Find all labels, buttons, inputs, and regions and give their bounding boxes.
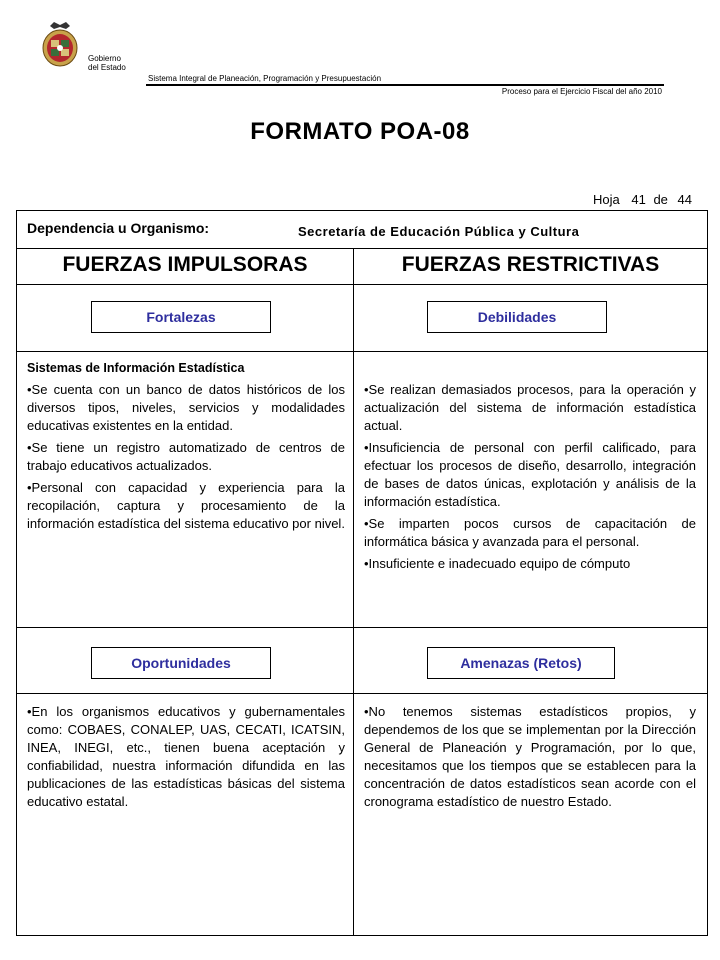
row-divider xyxy=(17,351,707,352)
threats-header: Amenazas (Retos) xyxy=(427,647,615,679)
forces-header-row xyxy=(17,249,707,285)
list-item: •Se cuenta con un banco de datos históricos de los diversos tipos, niveles, servicios y modalidades educativas existentes en la entidad. xyxy=(27,382,345,433)
list-item: •Insuficiencia de personal con perfil calificado, para efectuar los procesos de diseño, desarrollo, integración de bases de datos únicas, explotación y análisis de la información estadística. xyxy=(364,440,696,509)
list-item: •Insuficiente e inadecuado equipo de cómputo xyxy=(364,556,631,571)
opportunities-cell xyxy=(27,703,345,815)
list-item: •Se realizan demasiados procesos, para la operación y actualización del sistema de información estadística actual. xyxy=(364,382,696,433)
dependency-value: Secretaría de Educación Pública y Cultura xyxy=(298,224,580,239)
state-seal-icon xyxy=(36,20,84,68)
row-divider xyxy=(17,627,707,628)
list-item: •No tenemos sistemas estadísticos propios, y dependemos de los que se implementan por la Dirección General de Planeación y Programación, por lo que, necesitamos que los tiempos que se establecen para la concentración de datos estadísticos sean acorde con el cronograma estadístico de nuestro Estado. xyxy=(364,704,696,809)
page-title: FORMATO POA-08 xyxy=(250,118,470,145)
header-divider xyxy=(146,84,664,86)
dependency-row xyxy=(17,211,707,249)
strengths-cell xyxy=(27,359,345,537)
driving-forces-header: FUERZAS IMPULSORAS xyxy=(62,253,308,276)
list-item: •Se imparten pocos cursos de capacitación de informática básica y avanzada para el personal. xyxy=(364,516,696,549)
page-of: de xyxy=(653,192,668,207)
weaknesses-cell xyxy=(364,381,696,577)
government-label: Gobierno del Estado xyxy=(88,54,126,72)
page-total: 44 xyxy=(677,192,692,207)
strengths-category: Sistemas de Información Estadística xyxy=(27,361,245,375)
list-item: •Personal con capacidad y experiencia para la recopilación, captura y procesamiento de la información estadística del sistema educativo por nivel. xyxy=(27,480,345,531)
foda-table xyxy=(16,210,708,936)
list-item: •Se tiene un registro automatizado de centros de trabajo educativos actualizados. xyxy=(27,440,345,473)
opportunities-header: Oportunidades xyxy=(91,647,271,679)
system-title: Sistema Integral de Planeación, Programación y Presupuestación xyxy=(148,74,382,83)
restraining-forces-header: FUERZAS RESTRICTIVAS xyxy=(401,253,660,276)
dependency-label: Dependencia u Organismo: xyxy=(27,220,210,236)
page-current: 41 xyxy=(631,192,646,207)
row-divider xyxy=(17,693,707,694)
threats-cell xyxy=(364,703,696,815)
page-label: Hoja xyxy=(592,192,620,207)
strengths-header: Fortalezas xyxy=(91,301,271,333)
list-item: •En los organismos educativos y gubernamentales como: COBAES, CONALEP, UAS, CECATI, ICATSIN, INEA, INEGI, etc., tienen buena aceptación y confiabilidad, nuestra información difundida en las publicaciones de las estadísticas básicas del sistema educativo estatal. xyxy=(27,704,345,809)
weaknesses-header: Debilidades xyxy=(427,301,607,333)
page-counter xyxy=(589,192,692,207)
fiscal-process: Proceso para el Ejercicio Fiscal del año 2010 xyxy=(501,87,662,96)
